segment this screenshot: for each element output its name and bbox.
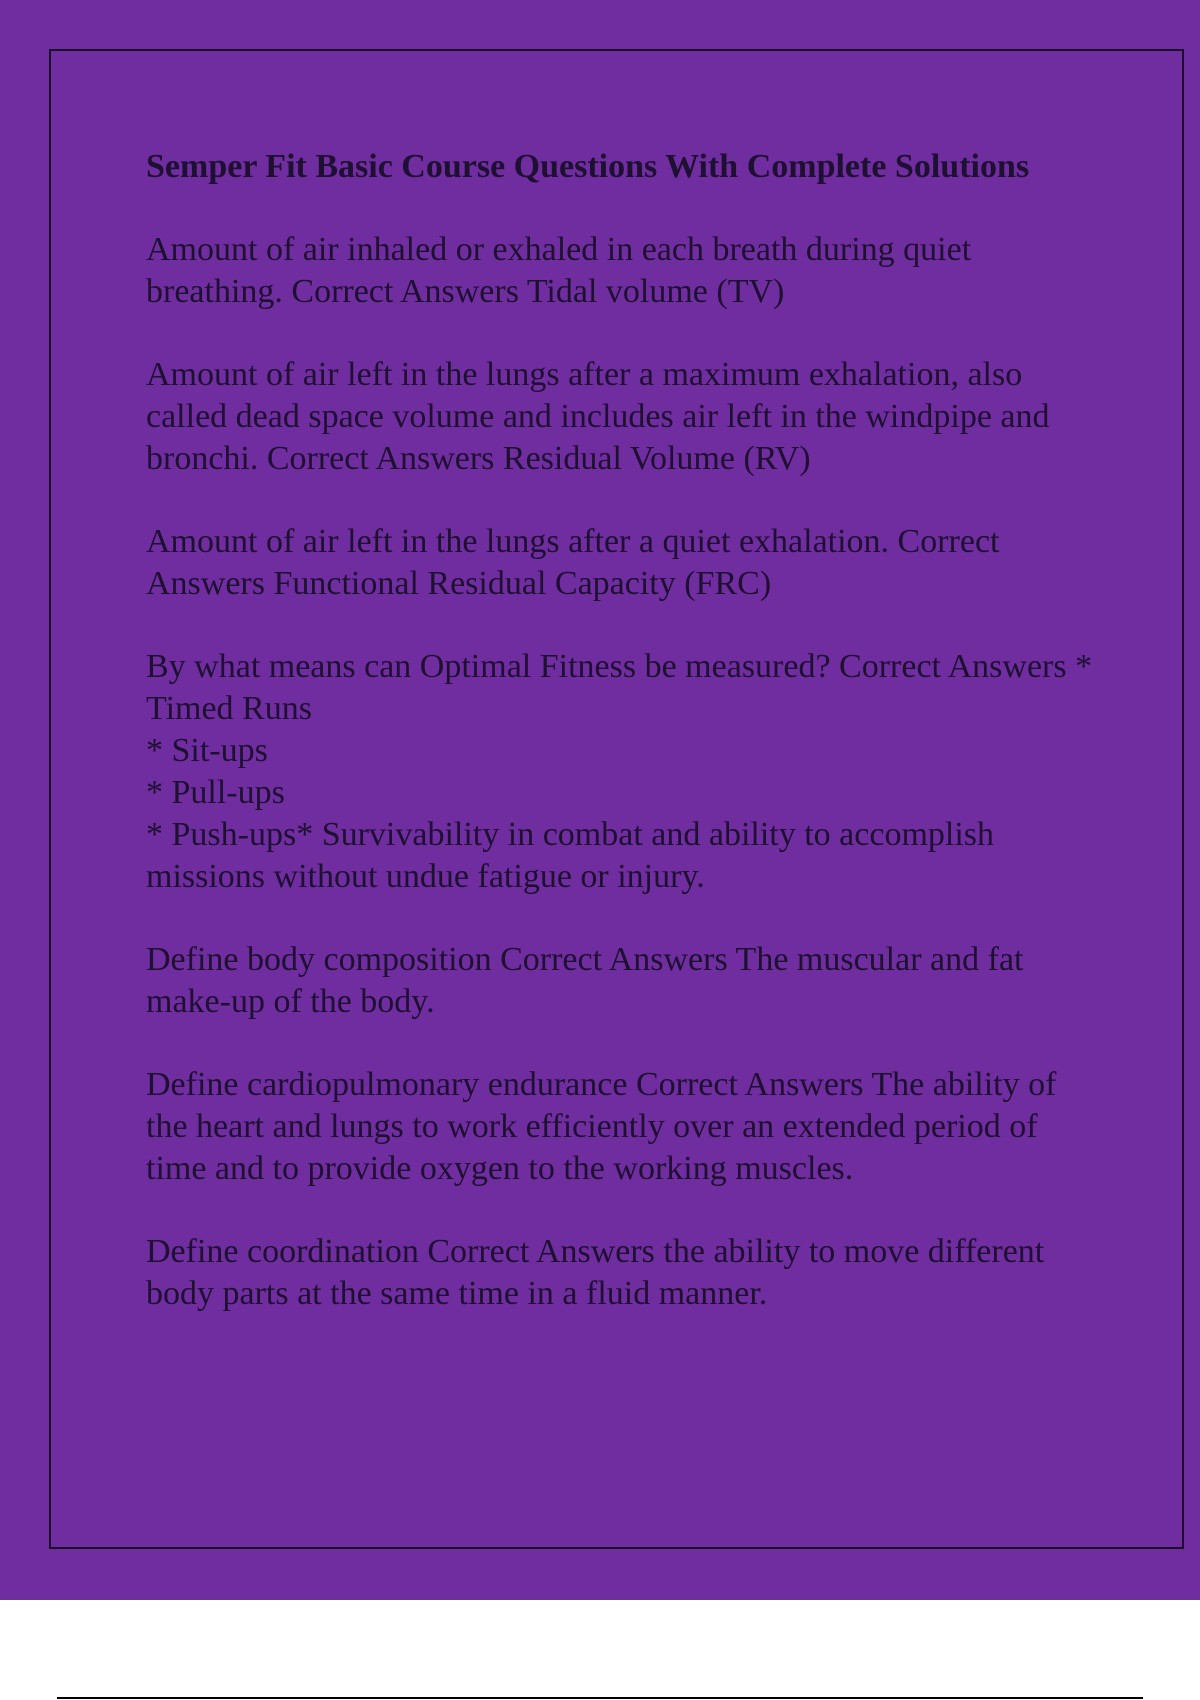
qa-entry-coordination: Define coordination Correct Answers the ability to move different body parts at the same time in a fluid manner. [146,1233,1045,1312]
qa-entry-body-composition: Define body composition Correct Answers The muscular and fat make-up of the body. [146,941,1024,1020]
qa-entry-tidal-volume: Amount of air inhaled or exhaled in each breath during quiet breathing. Correct Answers Tidal volume (TV) [146,231,972,310]
qa-entry-residual-volume: Amount of air left in the lungs after a maximum exhalation, also called dead space volume and includes air left in the windpipe and bronchi. Correct Answers Residual Volume (RV) [146,356,1050,477]
document-title: Semper Fit Basic Course Questions With Complete Solutions [146,148,1030,185]
qa-entry-cardiopulmonary-endurance: Define cardiopulmonary endurance Correct Answers The ability of the heart and lungs to work efficiently over an extended period of time and to provide oxygen to the working muscles. [146,1066,1057,1187]
footer-divider [57,1697,1143,1699]
qa-entry-functional-residual-capacity: Amount of air left in the lungs after a quiet exhalation. Correct Answers Functional Residual Capacity (FRC) [146,523,1000,602]
document-content [146,146,1096,1356]
qa-entry-optimal-fitness: By what means can Optimal Fitness be measured? Correct Answers * Timed Runs * Sit-ups * Pull-ups * Push-ups* Survivability in combat and ability to accomplish missions without undue fatigue or injury. [146,648,1093,895]
